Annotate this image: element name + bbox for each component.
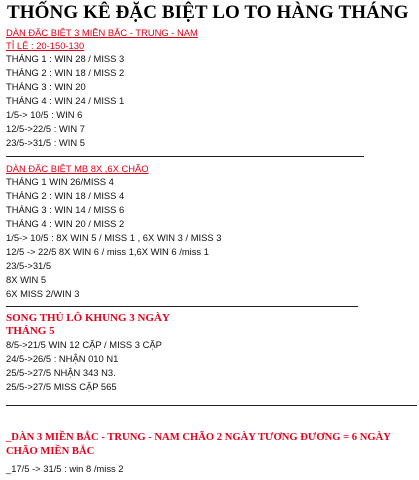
- divider: [6, 156, 364, 157]
- section2-line: THÁNG 4 : WIN 20 / MISS 2: [6, 218, 125, 229]
- section2-line: 12/5 -> 22/5 8X WIN 6 / miss 1,6X WIN 6 /miss 1: [6, 246, 209, 257]
- section2-line: 6X MISS 2/WIN 3: [6, 288, 80, 299]
- section3-line: 25/5->27/5 MISS CẶP 565: [6, 381, 117, 392]
- section3-heading: SONG THỦ LÔ KHUNG 3 NGÀY: [6, 312, 170, 324]
- section3-line: 8/5->21/5 WIN 12 CẶP / MISS 3 CẶP: [6, 339, 162, 350]
- section2-line: 23/5->31/5: [6, 260, 52, 271]
- section1-heading: DÀN ĐẶC BIỆT 3 MIỀN BẮC - TRUNG - NAM: [6, 27, 198, 38]
- section2-line: 1/5-> 10/5 : 8X WIN 5 / MISS 1 , 6X WIN 3 / MISS 3: [6, 232, 222, 243]
- section3-line: 25/5->27/5 NHẬN 343 N3.: [6, 367, 116, 378]
- section3-line: 24/5->26/5 : NHẬN 010 N1: [6, 353, 119, 364]
- section2-heading: DÀN ĐẶC BIỆT MB 8X ,6X CHÃO: [6, 163, 149, 174]
- section1-ratio: TỈ LỆ : 20-150-130: [6, 40, 85, 51]
- section1-line: 23/5->31/5 : WIN 5: [6, 137, 85, 148]
- section2-line: THÁNG 2 : WIN 18 / MISS 4: [6, 190, 125, 201]
- section1-line: THÁNG 4 : WIN 24 / MISS 1: [6, 95, 125, 106]
- divider: [6, 405, 417, 406]
- divider: [6, 306, 358, 307]
- section3-subheading: THÁNG 5: [6, 325, 55, 337]
- section1-line: THÁNG 1 : WIN 28 / MISS 3: [6, 53, 125, 64]
- section1-line: THÁNG 3 : WIN 20: [6, 81, 86, 92]
- section4-heading: _DÀN 3 MIỀN BẮC - TRUNG - NAM CHÃO 2 NGÀY TƯƠNG ĐƯƠNG = 6 NGÀY: [6, 432, 391, 443]
- section4-line: _17/5 -> 31/5 : win 8 /miss 2: [6, 463, 124, 474]
- section1-line: 12/5->22/5 : WIN 7: [6, 123, 85, 134]
- page-title: THỐNG KÊ ĐẶC BIỆT LO TO HÀNG THÁNG: [7, 2, 409, 23]
- section1-line: THÁNG 2 : WIN 18 / MISS 2: [6, 67, 125, 78]
- section2-line: 8X WIN 5: [6, 274, 47, 285]
- section2-line: THÁNG 3 : WIN 14 / MISS 6: [6, 204, 125, 215]
- section2-line: THÁNG 1 WIN 26/MISS 4: [6, 176, 114, 187]
- section4-heading-cont: CHÃO MIỀN BẮC: [6, 446, 95, 457]
- section1-line: 1/5-> 10/5 : WIN 6: [6, 109, 83, 120]
